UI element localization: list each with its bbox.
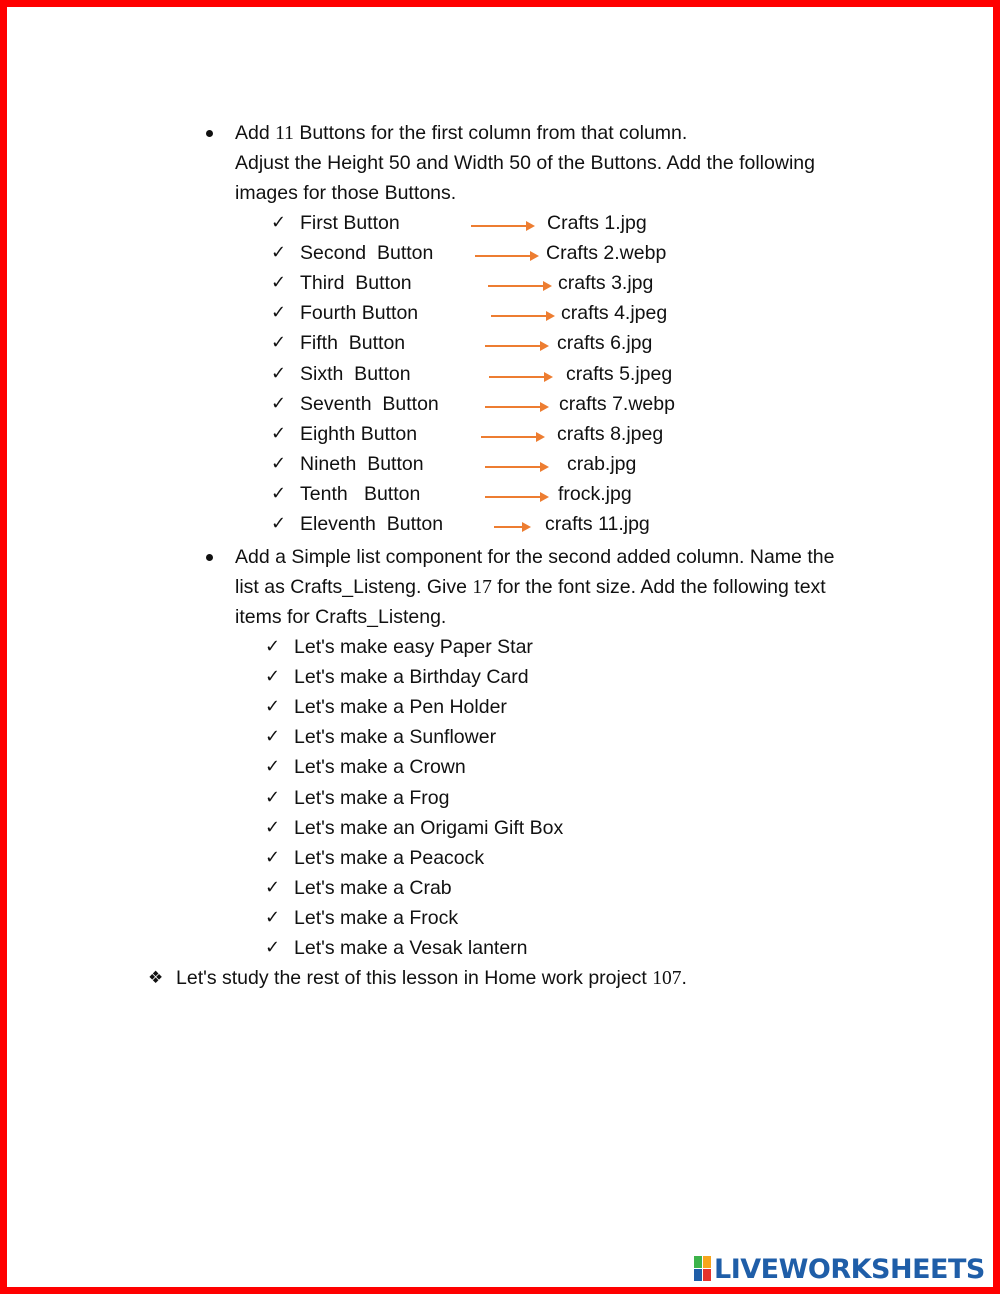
arrow-right-icon xyxy=(494,526,529,528)
checkmark-icon: ✓ xyxy=(265,756,281,778)
arrow-right-icon xyxy=(485,466,547,468)
arrow-right-icon xyxy=(481,436,543,438)
button-label: Nineth Button xyxy=(300,452,424,475)
button-label: Seventh Button xyxy=(300,392,439,415)
button-label: Fifth Button xyxy=(300,332,406,355)
image-filename: crafts 5.jpeg xyxy=(566,362,673,385)
checkmark-icon: ✓ xyxy=(271,392,287,414)
checkmark-icon: ✓ xyxy=(271,332,287,354)
arrow-right-icon xyxy=(489,376,551,378)
list-item: Let's make a Crown xyxy=(294,756,466,779)
footer-note: Let's study the rest of this lesson in Home work project 107. xyxy=(176,967,687,989)
arrow-right-icon xyxy=(475,255,537,257)
image-filename: crafts 4.jpeg xyxy=(561,302,668,325)
checkmark-icon: ✓ xyxy=(271,272,287,294)
image-filename: frock.jpg xyxy=(558,482,632,505)
image-filename: Crafts 2.webp xyxy=(546,242,667,265)
logo-text: LIVEWORKSHEETS xyxy=(714,1253,985,1285)
bullet-icon xyxy=(206,130,213,137)
section2-line2: list as Crafts_Listeng. Give 17 for the font size. Add the following text xyxy=(235,576,826,598)
button-label: First Button xyxy=(300,212,400,234)
list-item: Let's make a Sunflower xyxy=(294,726,497,749)
checkmark-icon: ✓ xyxy=(265,726,281,748)
button-label: Second Button xyxy=(300,242,434,265)
checkmark-icon: ✓ xyxy=(271,452,287,474)
checkmark-icon: ✓ xyxy=(265,696,281,718)
image-filename: crab.jpg xyxy=(567,452,637,475)
checkmark-icon: ✓ xyxy=(265,876,281,898)
image-filename: crafts 8.jpeg xyxy=(557,422,664,445)
checkmark-icon: ✓ xyxy=(271,513,287,534)
button-label: Tenth Button xyxy=(300,482,421,505)
list-item: Let's make a Peacock xyxy=(294,846,485,869)
button-label: Eighth Button xyxy=(300,422,418,445)
button-label: Third Button xyxy=(300,272,412,295)
image-filename: Crafts 1.jpg xyxy=(547,212,647,234)
list-item: Let's make a Frog xyxy=(294,786,450,809)
checkmark-icon: ✓ xyxy=(271,422,287,444)
list-item: Let's make a Frock xyxy=(294,906,459,929)
image-filename: crafts 6.jpg xyxy=(557,332,653,355)
list-item: Let's make a Crab xyxy=(294,876,452,899)
section1-line2: Adjust the Height 50 and Width 50 of the Buttons. Add the following xyxy=(235,152,815,174)
list-item: Let's make easy Paper Star xyxy=(294,636,533,658)
section2-line1: Add a Simple list component for the second added column. Name the xyxy=(235,546,835,568)
four-diamond-star-icon: ❖ xyxy=(148,968,164,988)
checkmark-icon: ✓ xyxy=(265,937,281,958)
bullet-icon xyxy=(206,554,213,561)
checkmark-icon: ✓ xyxy=(265,906,281,928)
arrow-right-icon xyxy=(491,315,553,317)
arrow-right-icon xyxy=(485,345,547,347)
liveworksheets-logo xyxy=(694,1254,985,1284)
arrow-right-icon xyxy=(485,496,547,498)
checkmark-icon: ✓ xyxy=(265,816,281,838)
checkmark-icon: ✓ xyxy=(271,302,287,324)
image-filename: crafts 3.jpg xyxy=(558,272,654,295)
checkmark-icon: ✓ xyxy=(265,636,281,657)
checkmark-icon: ✓ xyxy=(271,362,287,384)
list-item: Let's make a Vesak lantern xyxy=(294,937,528,959)
arrow-right-icon xyxy=(485,406,547,408)
logo-blocks-icon xyxy=(694,1256,712,1282)
list-item: Let's make an Origami Gift Box xyxy=(294,816,564,839)
arrow-right-icon xyxy=(471,225,533,227)
checkmark-icon: ✓ xyxy=(265,846,281,868)
image-filename: crafts 11.jpg xyxy=(545,513,650,535)
checkmark-icon: ✓ xyxy=(271,212,287,233)
section2-line3: items for Crafts_Listeng. xyxy=(235,606,447,628)
checkmark-icon: ✓ xyxy=(265,786,281,808)
button-label: Sixth Button xyxy=(300,362,411,385)
list-item: Let's make a Birthday Card xyxy=(294,666,529,689)
button-label: Fourth Button xyxy=(300,302,419,325)
list-item: Let's make a Pen Holder xyxy=(294,696,507,719)
section1-line3: images for those Buttons. xyxy=(235,182,457,204)
button-label: Eleventh Button xyxy=(300,513,444,535)
checkmark-icon: ✓ xyxy=(271,242,287,264)
checkmark-icon: ✓ xyxy=(265,666,281,688)
checkmark-icon: ✓ xyxy=(271,482,287,504)
section1-line1: Add 11 Buttons for the first column from that column. xyxy=(235,122,688,144)
image-filename: crafts 7.webp xyxy=(559,392,675,415)
arrow-right-icon xyxy=(488,285,550,287)
